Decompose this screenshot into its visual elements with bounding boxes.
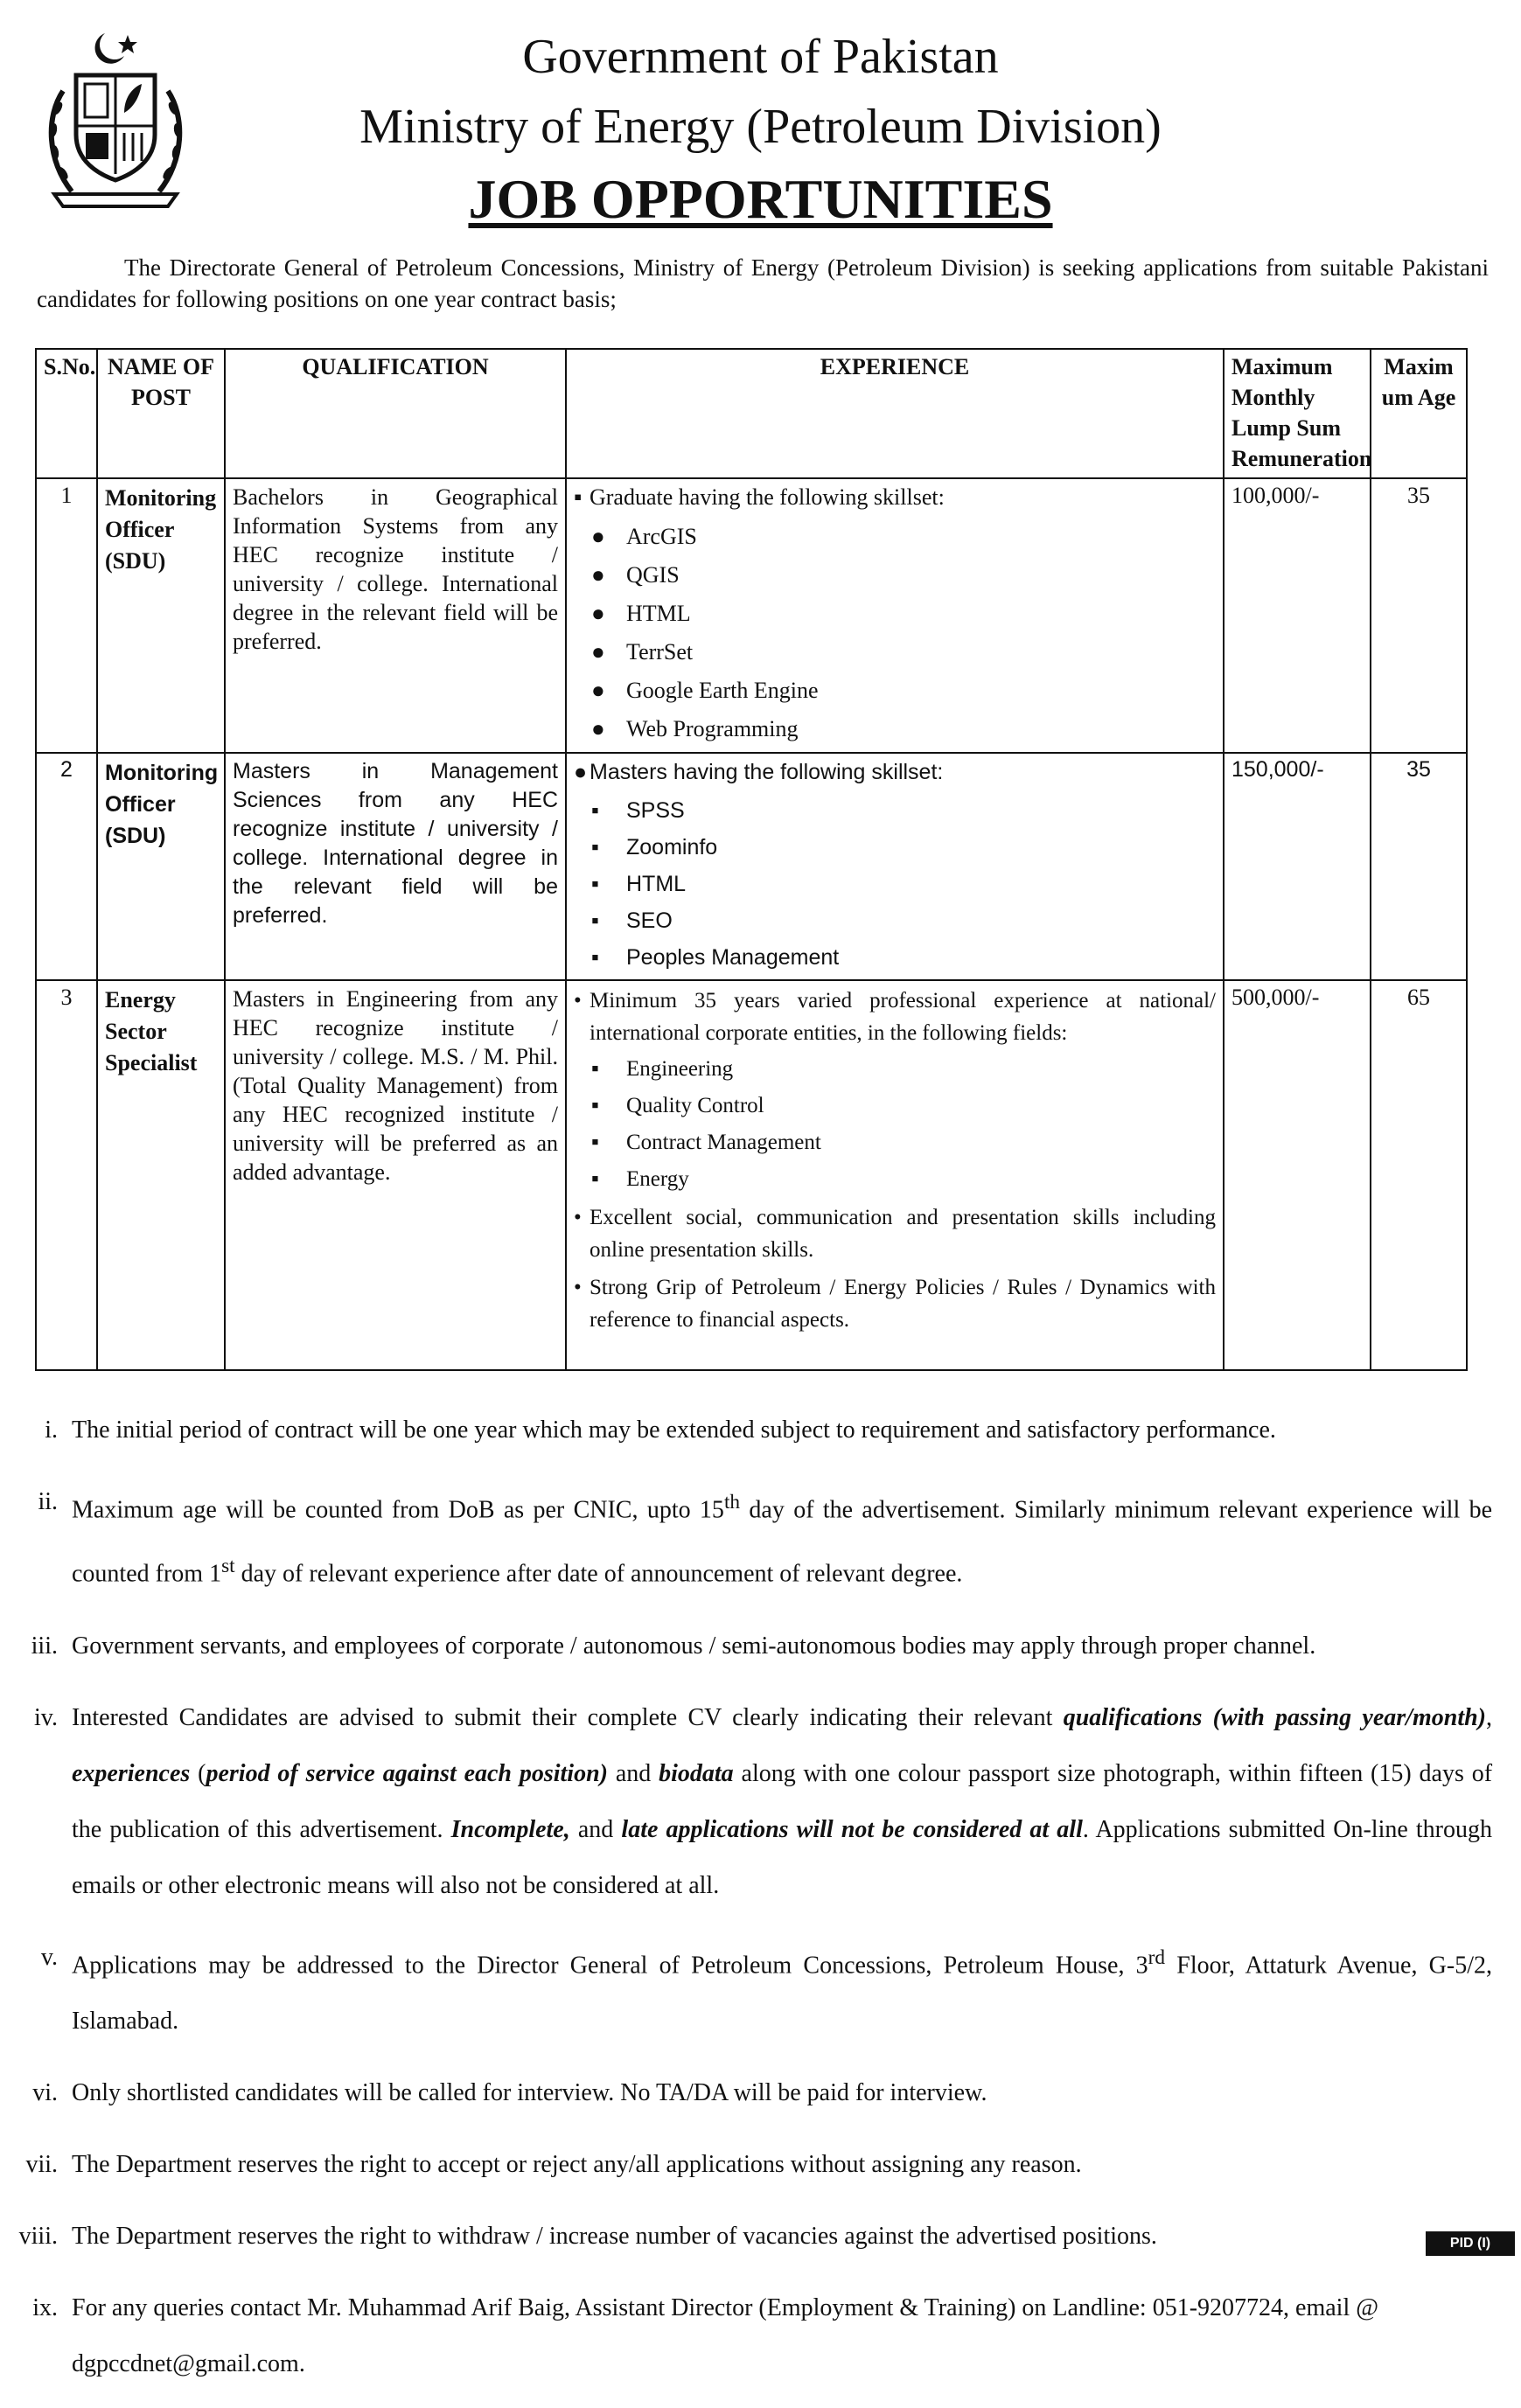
note-item [0, 2209, 1521, 2265]
row-post: Energy Sector Specialist [97, 980, 225, 1370]
note-number: iv. [34, 1703, 58, 1731]
note-text: The Department reserves the right to withdraw / increase number of vacancies against the advertised positions. [72, 2222, 1157, 2250]
row-age: 65 [1371, 980, 1467, 1370]
note-text [72, 1690, 1492, 1914]
note-text-part: Floor, Attaturk Avenue, G-5/2, Islamabad. [72, 1951, 1492, 2035]
note-emphasis: late applications will not be considered at all [621, 1815, 1083, 1843]
note-text-part: Interested Candidates are advised to submit their complete CV clearly indicating their relevant [72, 1703, 1064, 1731]
row-sno: 2 [36, 753, 97, 980]
list-item [574, 672, 1216, 710]
note-text-part: along with one colour passport size photograph, within fifteen (15) days of the publication of this advertisement. [72, 1759, 1493, 1843]
row-remuneration: 500,000/- [1224, 980, 1371, 1370]
experience-extra [574, 1271, 1216, 1336]
note-number: iii. [31, 1632, 58, 1660]
experience-main [574, 757, 1216, 787]
skill-label: HTML [626, 601, 691, 626]
note-item [0, 1402, 1521, 1458]
note-text-part: and [569, 1815, 622, 1843]
experience-extra-text: Strong Grip of Petroleum / Energy Policies / Rules / Dynamics with reference to financial aspects. [590, 1276, 1216, 1332]
header-remuneration: Maximum Monthly Lump Sum Remuneration [1224, 349, 1371, 478]
note-emphasis: period of service against each position) [206, 1759, 608, 1787]
experience-extra-text: Excellent social, communication and presentation skills including online presentation skills. [590, 1206, 1216, 1262]
skill-label: Web Programming [626, 716, 799, 741]
row-post: Monitoring Officer (SDU) [97, 478, 225, 753]
note-text: Government servants, and employees of corporate / autonomous / semi-autonomous bodies may apply through proper channel. [72, 1632, 1316, 1660]
pid-badge: PID (I) 4830/22 [1426, 2231, 1515, 2256]
row-experience [566, 980, 1224, 1370]
note-text: The initial period of contract will be one year which may be extended subject to requirement and satisfactory performance. [72, 1416, 1276, 1444]
note-text-part: . Applications submitted On-line through emails or other electronic means will also not be considered at all. [72, 1815, 1492, 1899]
header-qualification: QUALIFICATION [225, 349, 566, 478]
note-text-part: day of relevant experience after date of announcement of relevant degree. [234, 1560, 963, 1588]
experience-extra [574, 1201, 1216, 1266]
square-bullet-icon: ▪ [591, 835, 599, 860]
skill-label: Contract Management [626, 1131, 821, 1154]
list-item [574, 1161, 1216, 1198]
list-item [574, 518, 1216, 556]
note-text: Only shortlisted candidates will be called for interview. No TA/DA will be paid for interview. [72, 2078, 987, 2106]
experience-main-text: Minimum 35 years varied professional experience at national/ international corporate entities, in the following fields: [590, 989, 1216, 1045]
square-bullet-icon: ▪ [591, 872, 599, 896]
experience-main-text: Masters having the following skillset: [590, 760, 944, 784]
note-text [72, 1930, 1492, 2050]
note-superscript: th [723, 1491, 741, 1514]
list-item [574, 710, 1216, 748]
square-bullet-icon: ▪ [591, 1131, 599, 1154]
list-item [574, 792, 1216, 829]
header-job-opportunities: JOB OPPORTUNITIES [468, 168, 1053, 230]
note-item [0, 1618, 1521, 1674]
list-item [574, 1124, 1216, 1161]
note-item [0, 2280, 1521, 2392]
bullet-icon: ● [591, 562, 605, 588]
skill-label: Zoominfo [626, 835, 718, 860]
skill-label: TerrSet [626, 639, 694, 665]
list-item [574, 939, 1216, 976]
note-text-part: day of the advertisement. Similarly minimum relevant experience will be counted from 1 [72, 1496, 1492, 1588]
list-item [574, 902, 1216, 939]
note-number: ii. [38, 1488, 58, 1515]
note-item [0, 1690, 1521, 1914]
header-experience: EXPERIENCE [566, 349, 1224, 478]
bullet-icon: ● [591, 716, 605, 741]
table-header-row [36, 349, 1467, 478]
square-bullet-icon: ▪ [591, 908, 599, 933]
header-age: Maxim um Age [1371, 349, 1467, 478]
note-number: vii. [25, 2150, 58, 2178]
note-item [0, 1930, 1521, 2050]
note-number: viii. [18, 2222, 58, 2250]
note-text-part: Applications may be addressed to the Director General of Petroleum Concessions, Petroleum House, 3 [72, 1951, 1148, 1979]
skill-label: Quality Control [626, 1094, 764, 1117]
table-row [36, 478, 1467, 753]
square-bullet-icon: ▪ [591, 945, 599, 970]
note-item [0, 2137, 1521, 2193]
header-government: Government of Pakistan [522, 30, 999, 84]
jobs-table [35, 348, 1468, 1371]
list-item [574, 633, 1216, 672]
header-post: NAME OF POST [97, 349, 225, 478]
bullet-icon: • [574, 989, 582, 1013]
row-qualification: Masters in Engineering from any HEC recognize institute / university / college. M.S. / M. Phil. (Total Quality Management) from any HEC recognized institute / university will be preferred as an added advantage. [225, 980, 566, 1370]
experience-main [574, 483, 1216, 512]
experience-main-text: Graduate having the following skillset: [590, 484, 945, 510]
note-text-part: ( [190, 1759, 206, 1787]
note-text-part: Maximum age will be counted from DoB as per CNIC, upto 15 [72, 1496, 724, 1524]
skill-label: HTML [626, 872, 687, 896]
list-item [574, 829, 1216, 866]
skill-label: SPSS [626, 798, 685, 823]
list-item [574, 1051, 1216, 1088]
note-number: vi. [32, 2078, 58, 2106]
square-bullet-icon: ▪ [591, 798, 599, 823]
square-bullet-icon: ▪ [591, 1057, 599, 1081]
square-bullet-icon: ▪ [591, 1167, 599, 1191]
row-age: 35 [1371, 478, 1467, 753]
row-qualification: Masters in Management Sciences from any HEC recognize institute / university / college. International degree in the relevant field will be preferred. [225, 753, 566, 980]
bullet-icon: ● [591, 678, 605, 703]
skill-label: SEO [626, 908, 673, 933]
table-row [36, 980, 1467, 1370]
experience-main [574, 985, 1216, 1049]
note-superscript: st [221, 1555, 235, 1578]
row-experience [566, 478, 1224, 753]
row-qualification: Bachelors in Geographical Information Systems from any HEC recognize institute / university / college. International degree in the relevant field will be preferred. [225, 478, 566, 753]
header-ministry: Ministry of Energy (Petroleum Division) [359, 100, 1162, 154]
notes-list [0, 1402, 1521, 2408]
note-text-part: and [607, 1759, 659, 1787]
list-item [574, 866, 1216, 902]
note-emphasis: biodata [659, 1759, 734, 1787]
table-row [36, 753, 1467, 980]
note-item [0, 1474, 1521, 1603]
note-text-part: , [1486, 1703, 1492, 1731]
intro-paragraph: The Directorate General of Petroleum Concessions, Ministry of Energy (Petroleum Division) is seeking applications from suitable Pakistani candidates for following positions on one year contract basis; [37, 254, 1489, 312]
note-text: For any queries contact Mr. Muhammad Arif Baig, Assistant Director (Employment & Training) on Landline: 051-9207724, email @ dgpccdnet@gmail.com. [72, 2293, 1379, 2377]
note-number: v. [40, 1943, 58, 1971]
bullet-icon: ● [591, 601, 605, 626]
note-emphasis: qualifications (with passing year/month) [1063, 1703, 1486, 1731]
row-sno: 3 [36, 980, 97, 1370]
row-age: 35 [1371, 753, 1467, 980]
square-bullet-icon: ▪ [574, 484, 583, 510]
list-item [574, 595, 1216, 633]
header-sno: S.No. [36, 349, 97, 478]
bullet-icon: • [574, 1276, 582, 1299]
note-emphasis: experiences [72, 1759, 191, 1787]
bullet-icon: • [574, 1206, 582, 1229]
note-text [72, 1474, 1492, 1603]
note-text: The Department reserves the right to accept or reject any/all applications without assigning any reason. [72, 2150, 1082, 2178]
skill-label: Energy [626, 1167, 689, 1191]
list-item [574, 1088, 1216, 1124]
skill-label: Peoples Management [626, 945, 840, 970]
row-sno: 1 [36, 478, 97, 753]
row-remuneration: 150,000/- [1224, 753, 1371, 980]
bullet-icon: ● [574, 760, 588, 784]
row-post: Monitoring Officer (SDU) [97, 753, 225, 980]
note-item [0, 2065, 1521, 2121]
note-emphasis: Incomplete, [450, 1815, 570, 1843]
note-number: i. [45, 1416, 58, 1444]
skill-label: Google Earth Engine [626, 678, 819, 703]
row-experience [566, 753, 1224, 980]
skill-label: QGIS [626, 562, 680, 588]
row-remuneration: 100,000/- [1224, 478, 1371, 753]
note-number: ix. [32, 2293, 58, 2321]
note-superscript: rd [1148, 1945, 1166, 1969]
bullet-icon: ● [591, 639, 605, 665]
square-bullet-icon: ▪ [591, 1094, 599, 1117]
list-item [574, 556, 1216, 595]
bullet-icon: ● [591, 524, 605, 549]
skill-label: Engineering [626, 1057, 734, 1081]
skill-label: ArcGIS [626, 524, 697, 549]
